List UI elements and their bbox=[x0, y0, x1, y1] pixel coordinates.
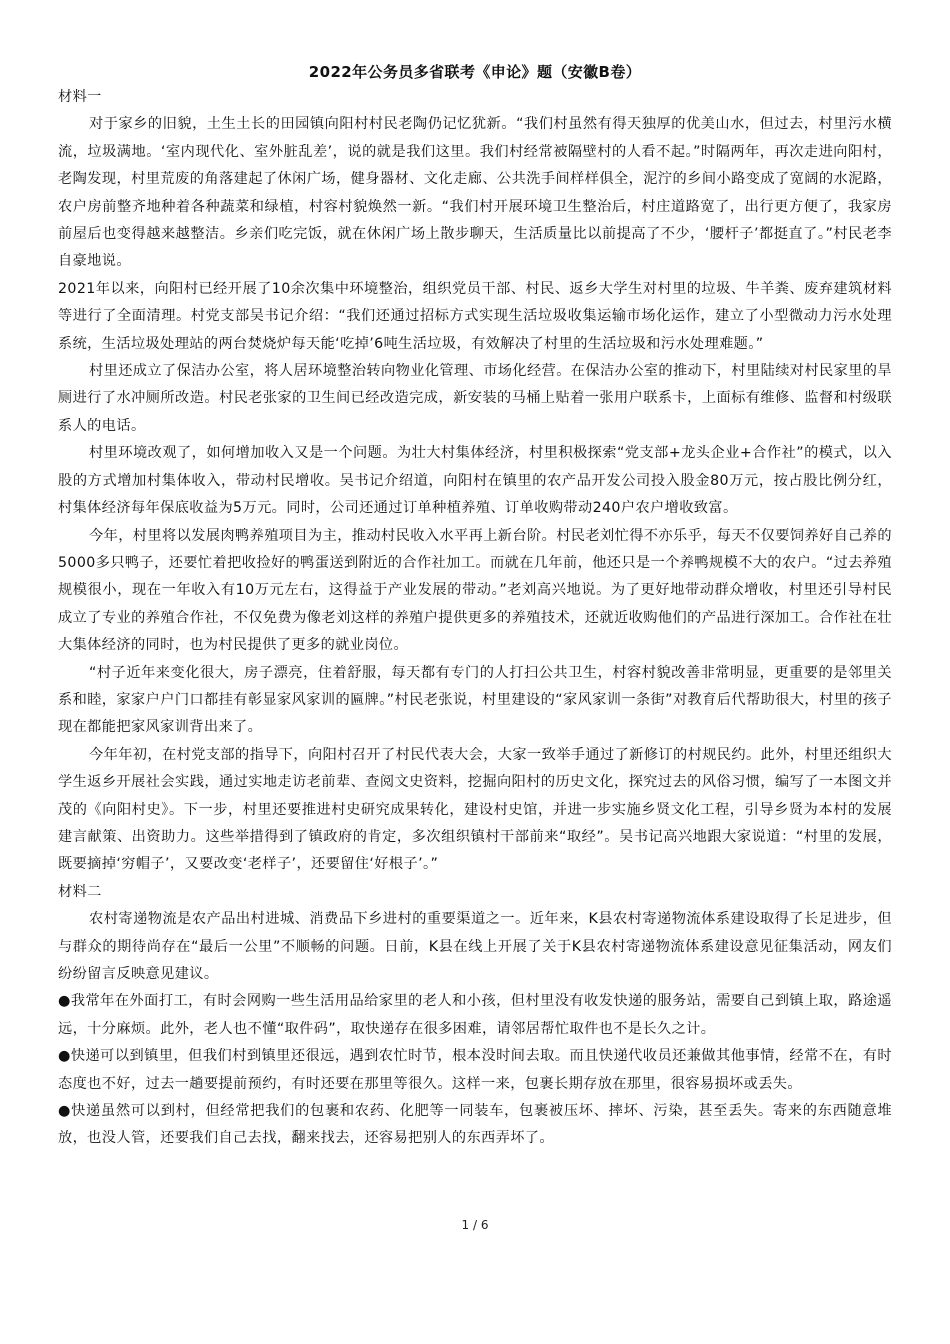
bullet-item: ●快递虽然可以到村，但经常把我们的包裹和农药、化肥等一同装车，包裹被压坏、摔坏、污染，甚至丢失。寄来的东西随意堆放，也没人管，还要我们自己去找，翻来找去，还容易把别人的东西弄坏了。 bbox=[58, 1103, 892, 1147]
paragraph: 2021年以来，向阳村已经开展了10余次集中环境整治，组织党员干部、村民、返乡大学生对村里的垃圾、牛羊粪、废弃建筑材料等进行了全面清理。村党支部吴书记介绍：“我们还通过招标方式实现生活垃圾收集运输市场化运作，建立了小型微动力污水处理系统，生活垃圾处理站的两台焚烧炉每天能‘吃掉’6吨生活垃圾，有效解决了村里的生活垃圾和污水处理难题。” bbox=[58, 280, 892, 352]
page-number: 1 / 6 bbox=[461, 1218, 489, 1232]
paragraph: 今年年初，在村党支部的指导下，向阳村召开了村民代表大会，大家一致举手通过了新修订的村规民约。此外，村里还组织大学生返乡开展社会实践，通过实地走访老前辈、查阅文史资料，挖掘向阳村的历史文化，探究过去的风俗习惯，编写了一本图文并茂的《向阳村史》。下一步，村里还要推进村史研究成果转化，建设村史馆，并进一步实施乡贤文化工程，引导乡贤为本村的发展建言献策、出资助力。这些举措得到了镇政府的肯定，多次组织镇村干部前来“取经”。吴书记高兴地跟大家说道：“村里的发展，既要摘掉‘穷帽子’，又要改变‘老样子’，还要留住‘好根子’。” bbox=[58, 746, 892, 873]
paragraph: 对于家乡的旧貌，土生土长的田园镇向阳村村民老陶仍记忆犹新。“我们村虽然有得天独厚的优美山水，但过去，村里污水横流，垃圾满地。‘室内现代化、室外脏乱差’，说的就是我们这里。我们村经常被隔壁村的人看不起。”时隔两年，再次走进向阳村，老陶发现，村里荒废的角落建起了休闲广场，健身器材、文化走廊、公共洗手间样样俱全，泥泞的乡间小路变成了宽阔的水泥路，农户房前整齐地种着各种蔬菜和绿植，村容村貌焕然一新。“我们村开展环境卫生整治后，村庄道路宽了，出行更方便了，我家房前屋后也变得越来越整洁。乡亲们吃完饭，就在休闲广场上散步聊天，生活质量比以前提高了不少，‘腰杆子’都挺直了。”村民老李自豪地说。 bbox=[58, 116, 892, 270]
bullet-item: ●快递可以到镇里，但我们村到镇里还很远，遇到农忙时节，根本没时间去取。而且快递代收员还兼做其他事情，经常不在，有时态度也不好，过去一趟要提前预约，有时还要在那里等很久。这样一来，包裹长期存放在那里，很容易损坏或丢失。 bbox=[58, 1048, 892, 1092]
paragraph: 村里环境改观了，如何增加收入又是一个问题。为壮大村集体经济，村里积极探索“党支部+龙头企业+合作社”的模式，以入股的方式增加村集体收入，带动村民增收。吴书记介绍道，向阳村在镇里的农产品开发公司投入股金80万元，按占股比例分红，村集体经济每年保底收益为5万元。同时，公司还通过订单种植养殖、订单收购带动240户农户增收致富。 bbox=[58, 445, 892, 517]
section-heading-material-1: 材料一 bbox=[58, 89, 102, 105]
paragraph: 今年，村里将以发展肉鸭养殖项目为主，推动村民收入水平再上新台阶。村民老刘忙得不亦乐乎，每天不仅要饲养好自己养的5000多只鸭子，还要忙着把收捡好的鸭蛋送到附近的合作社加工。而就在几年前，他还只是一个养鸭规模不大的农户。“过去养殖规模很小，现在一年收入有10万元左右，这得益于产业发展的带动。”老刘高兴地说。为了更好地带动群众增收，村里还引导村民成立了专业的养殖合作社，不仅免费为像老刘这样的养殖户提供更多的养殖技术，还就近收购他们的产品进行深加工。合作社在壮大集体经济的同时，也为村民提供了更多的就业岗位。 bbox=[58, 527, 892, 654]
document-title: 2022年公务员多省联考《申论》题（安徽B卷） bbox=[308, 63, 642, 81]
paragraph: “村子近年来变化很大，房子漂亮，住着舒服，每天都有专门的人打扫公共卫生，村容村貌改善非常明显，更重要的是邻里关系和睦，家家户户门口都挂有彰显家风家训的匾牌。”村民老张说，村里建设的“家风家训一条街”对教育后代帮助很大，村里的孩子现在都能把家风家训背出来了。 bbox=[58, 664, 892, 736]
section-heading-material-2: 材料二 bbox=[58, 883, 102, 900]
document-body bbox=[58, 60, 892, 1153]
paragraph: 村里还成立了保洁办公室，将人居环境整治转向物业化管理、市场化经营。在保洁办公室的推动下，村里陆续对村民家里的旱厕进行了水冲厕所改造。村民老张家的卫生间已经改造完成，新安装的马桶上贴着一张用户联系卡，上面标有维修、监督和村级联系人的电话。 bbox=[58, 363, 892, 434]
paragraph: 农村寄递物流是农产品出村进城、消费品下乡进村的重要渠道之一。近年来，K县农村寄递物流体系建设取得了长足进步，但与群众的期待尚存在“最后一公里”不顺畅的问题。日前，K县在线上开展了关于K县农村寄递物流体系建设意见征集活动，网友们纷纷留言反映意见建议。 bbox=[58, 911, 892, 982]
bullet-item: ●我常年在外面打工，有时会网购一些生活用品给家里的老人和小孩，但村里没有收发快递的服务站，需要自己到镇上取，路途遥远，十分麻烦。此外，老人也不懂“取件码”，取快递存在很多困难，请邻居帮忙取件也不是长久之计。 bbox=[58, 993, 892, 1037]
